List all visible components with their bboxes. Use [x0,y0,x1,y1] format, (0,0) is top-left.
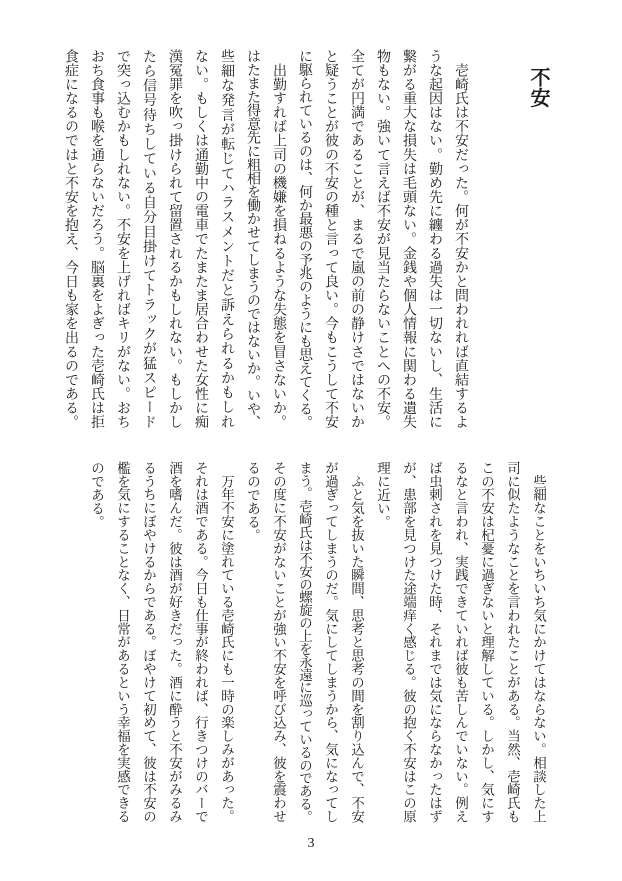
text-line: るなと言われ、実践できていれば彼も苦しんでいない。例え [453,461,468,824]
text-line: 些細なことをいちいち気にかけてはならない。相談した上 [531,461,546,824]
text-line: ふと気を抜いた瞬間、思考と思考の間を割り込んで、不安 [349,461,364,824]
text-line: 漢冤罪を吹っ掛けられて留置されるかもしれない。もしかし [167,49,182,429]
top-text-block [57,49,551,429]
text-line: るのである。 [245,461,260,542]
text-line: 檻を気にすることなく、日常があるという幸福を実感できる [115,461,130,824]
bottom-text-block [83,461,551,823]
text-line: 理に近い。 [375,461,390,529]
text-line: はたまた得意先に粗相を働かせてしまうのではないか。いや、 [245,49,260,429]
document-title: 不安 [527,67,549,108]
text-line: うな起因はない。勤め先に纏わる過失は一切ないし、生活に [427,49,442,429]
text-line: たら信号待ちしている自分目掛けてトラックが猛スピード [141,49,156,430]
text-line: ば虫刺されを見つけた時、それまでは気にならなかったはず [427,461,442,824]
text-line: と疑うことが彼の不安の種と言って良い。今もこうして不安 [323,49,338,429]
text-line: で突っ込むかもしれない。不安を上げればキリがない。おち [115,49,130,429]
text-line: 全てが円満であることが、まるで嵐の前の静けさではないか [349,49,364,429]
text-line: のである。 [89,461,104,529]
page-number: 3 [307,836,315,851]
text-line: 出勤すれば上司の機嫌を損ねるような失態を冒さないか。 [271,49,286,429]
text-line: 壱崎氏は不安だった。何が不安かと問われれば直結するよ [453,49,468,429]
text-line: おち食事も喉を通らないだろう。脳裏をよぎった壱崎氏は拒 [89,49,104,429]
text-line: 食症になるのではと不安を抱え、今日も家を出るのである。 [63,49,78,429]
text-line: 万年不安に塗れている壱崎氏にも一時の楽しみがあった。 [219,461,234,824]
text-line: が、患部を見つけた途端痒く感じる。彼の抱く不安はこの原 [401,461,416,824]
text-line: 酒を嗜んだ。彼は酒が好きだった。酒に酔うと不安がみるみ [167,461,182,824]
text-line: ない。もしくは通勤中の電車でたまたま居合わせた女性に痴 [193,49,208,429]
text-line: に駆られているのは、何か最悪の予兆のようにも思えてくる。 [297,49,312,429]
text-line: 繋がる重大な損失は毛頭ない。金銭や個人情報に関わる遺失 [401,49,416,429]
text-line: が過ぎってしまうのだ。気にしてしまうから、気になってし [323,461,338,824]
text-line: 些細な発言が転じてハラスメントだと訴えられるかもしれ [219,49,234,430]
text-line: まう。壱崎氏は不安の螺旋の上を永遠に巡っているのである。 [297,461,312,824]
text-line: 司に似たようなことを言われたことがある。当然、壱崎氏も [505,461,520,824]
text-line: この不安は杞憂に過ぎないと理解している。しかし、気にす [479,461,494,824]
text-line: それは酒である。今日も仕事が終われば、行きつけのバーで [193,461,208,824]
text-line: その度に不安がないことが強い不安を呼び込み、彼を震わせ [271,461,286,824]
text-line: るうちにぼやけるからである。ぼやけて初めて、彼は不安の [141,461,156,824]
text-line: 物もない。強いて言えば不安が見当たらないことへの不安。 [375,49,390,429]
